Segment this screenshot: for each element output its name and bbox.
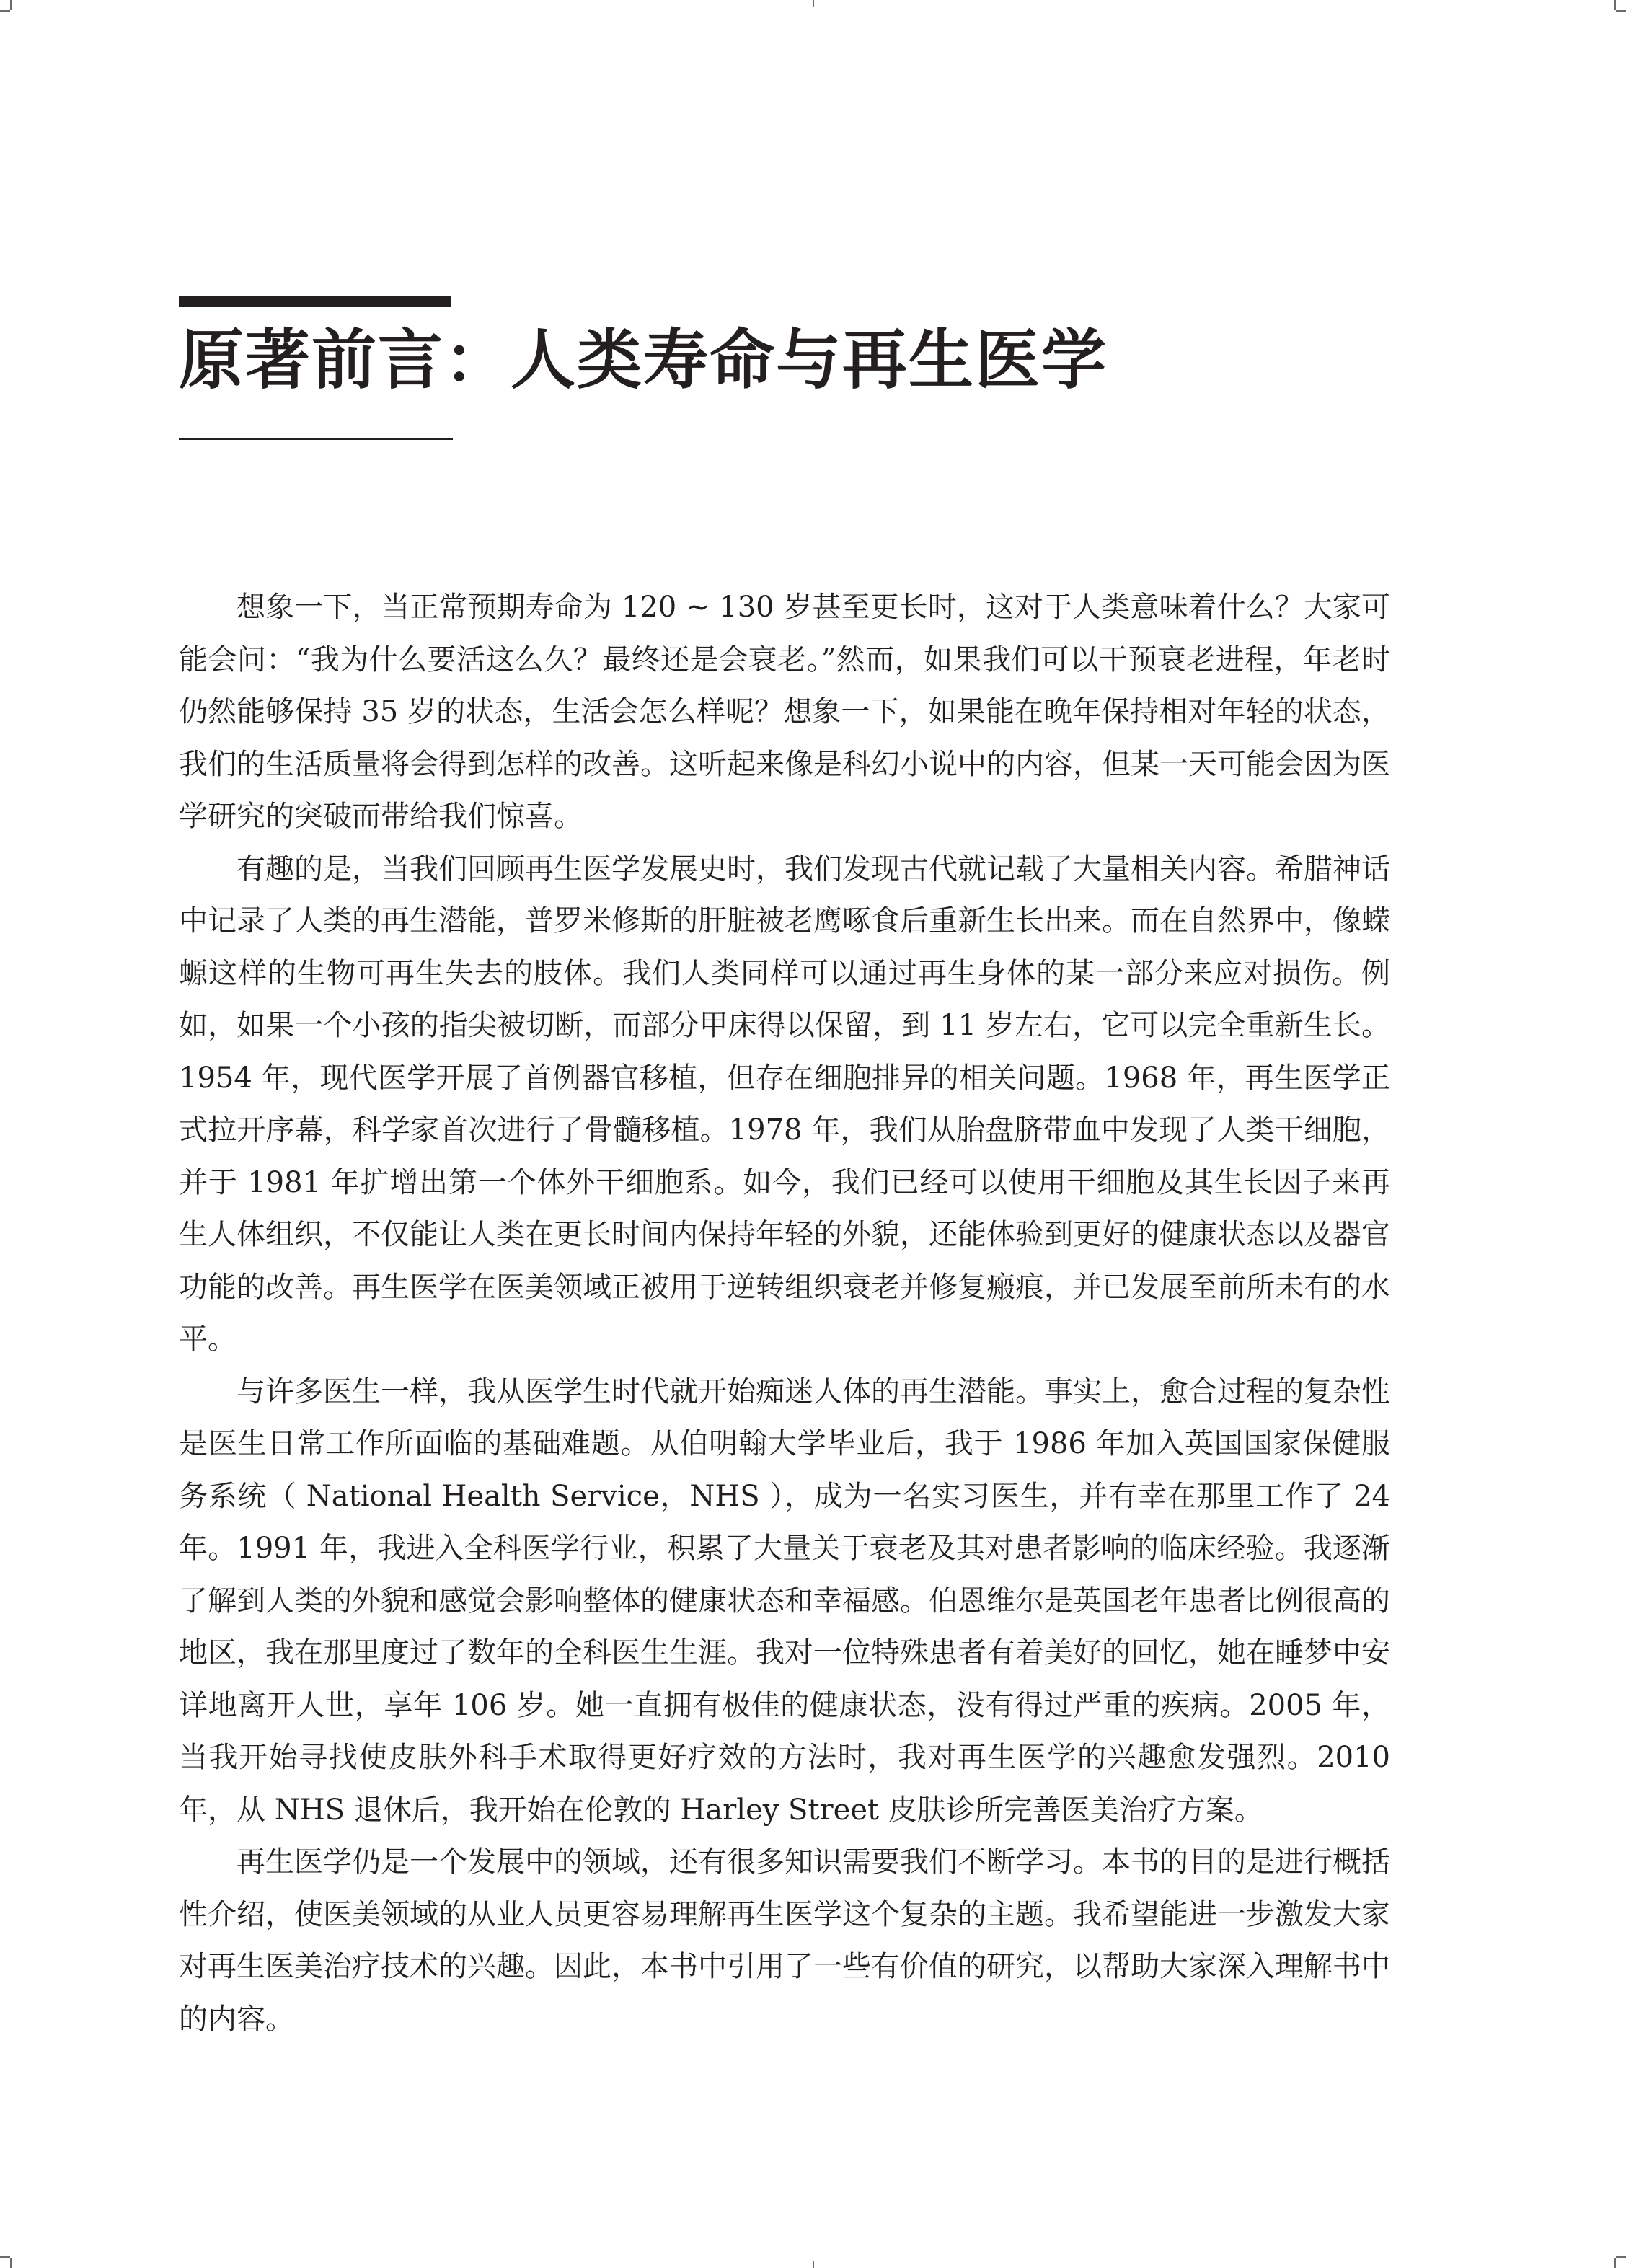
crop-mark-bottom-center — [813, 2261, 814, 2268]
title-underline-rule — [179, 438, 453, 440]
crop-mark-bottom-right-h — [1616, 2256, 1626, 2258]
body-text — [179, 581, 1390, 2045]
crop-mark-top-right-v — [1614, 0, 1616, 10]
crop-mark-bottom-left-h — [0, 2256, 10, 2258]
crop-mark-top-left-h — [0, 10, 10, 12]
crop-mark-top-center — [813, 0, 814, 7]
crop-mark-bottom-right-v — [1614, 2258, 1616, 2268]
paragraph-1: 想象一下，当正常预期寿命为 120 ~ 130 岁甚至更长时，这对于人类意味着什么？大家可能会问：“我为什么要活这么久？最终还是会衰老。”然而，如果我们可以干预衰老进程，年老时仍然能够保持 35 岁的状态，生活会怎么样呢？想象一下，如果能在晚年保持相对年轻的状态，我们的生活质量将会得到怎样的改善。这听起来像是科幻小说中的内容，但某一天可能会因为医学研究的突破而带给我们惊喜。 — [179, 591, 1390, 833]
crop-mark-top-left-v — [10, 0, 12, 10]
crop-mark-top-right-h — [1616, 10, 1626, 12]
paragraph-2: 有趣的是，当我们回顾再生医学发展史时，我们发现古代就记载了大量相关内容。希腊神话中记录了人类的再生潜能，普罗米修斯的肝脏被老鹰啄食后重新生长出来。而在自然界中，像蝾螈这样的生物可再生失去的肢体。我们人类同样可以通过再生身体的某一部分来应对损伤。例如，如果一个小孩的指尖被切断，而部分甲床得以保留，到 11 岁左右，它可以完全重新生长。1954 年，现代医学开展了首例器官移植，但存在细胞排异的相关问题。1968 年，再生医学正式拉开序幕，科学家首次进行了骨髓移植。1978 年，我们从胎盘脐带血中发现了人类干细胞，并于 1981 年扩增出第一个体外干细胞系。如今，我们已经可以使用干细胞及其生长因子来再生人体组织，不仅能让人类在更长时间内保持年轻的外貌，还能体验到更好的健康状态以及器官功能的改善。再生医学在医美领域正被用于逆转组织衰老并修复瘢痕，并已发展至前所未有的水平。 — [179, 852, 1390, 1356]
paragraph-3: 与许多医生一样，我从医学生时代就开始痴迷人体的再生潜能。事实上，愈合过程的复杂性是医生日常工作所面临的基础难题。从伯明翰大学毕业后，我于 1986 年加入英国国家保健服务系统（ National Health Service，NHS ），成为一名实习医生，并有幸在那里工作了 24 年。1991 年，我进入全科医学行业，积累了大量关于衰老及其对患者影响的临床经验。我逐渐了解到人类的外貌和感觉会影响整体的健康状态和幸福感。伯恩维尔是英国老年患者比例很高的地区，我在那里度过了数年的全科医生生涯。我对一位特殊患者有着美好的回忆，她在睡梦中安详地离开人世，享年 106 岁。她一直拥有极佳的健康状态，没有得过严重的疾病。2005 年，当我开始寻找使皮肤外科手术取得更好疗效的方法时，我对再生医学的兴趣愈发强烈。2010 年，从 NHS 退休后，我开始在伦敦的 Harley Street 皮肤诊所完善医美治疗方案。 — [179, 1375, 1390, 1827]
paragraph-4: 再生医学仍是一个发展中的领域，还有很多知识需要我们不断学习。本书的目的是进行概括性介绍，使医美领域的从业人员更容易理解再生医学这个复杂的主题。我希望能进一步激发大家对再生医美治疗技术的兴趣。因此，本书中引用了一些有价值的研究，以帮助大家深入理解书中的内容。 — [179, 1845, 1390, 2036]
chapter-heading — [179, 296, 1333, 440]
title-top-bar — [179, 296, 451, 307]
crop-mark-bottom-left-v — [10, 2258, 12, 2268]
chapter-title: 原著前言：人类寿命与再生医学 — [179, 322, 1108, 398]
